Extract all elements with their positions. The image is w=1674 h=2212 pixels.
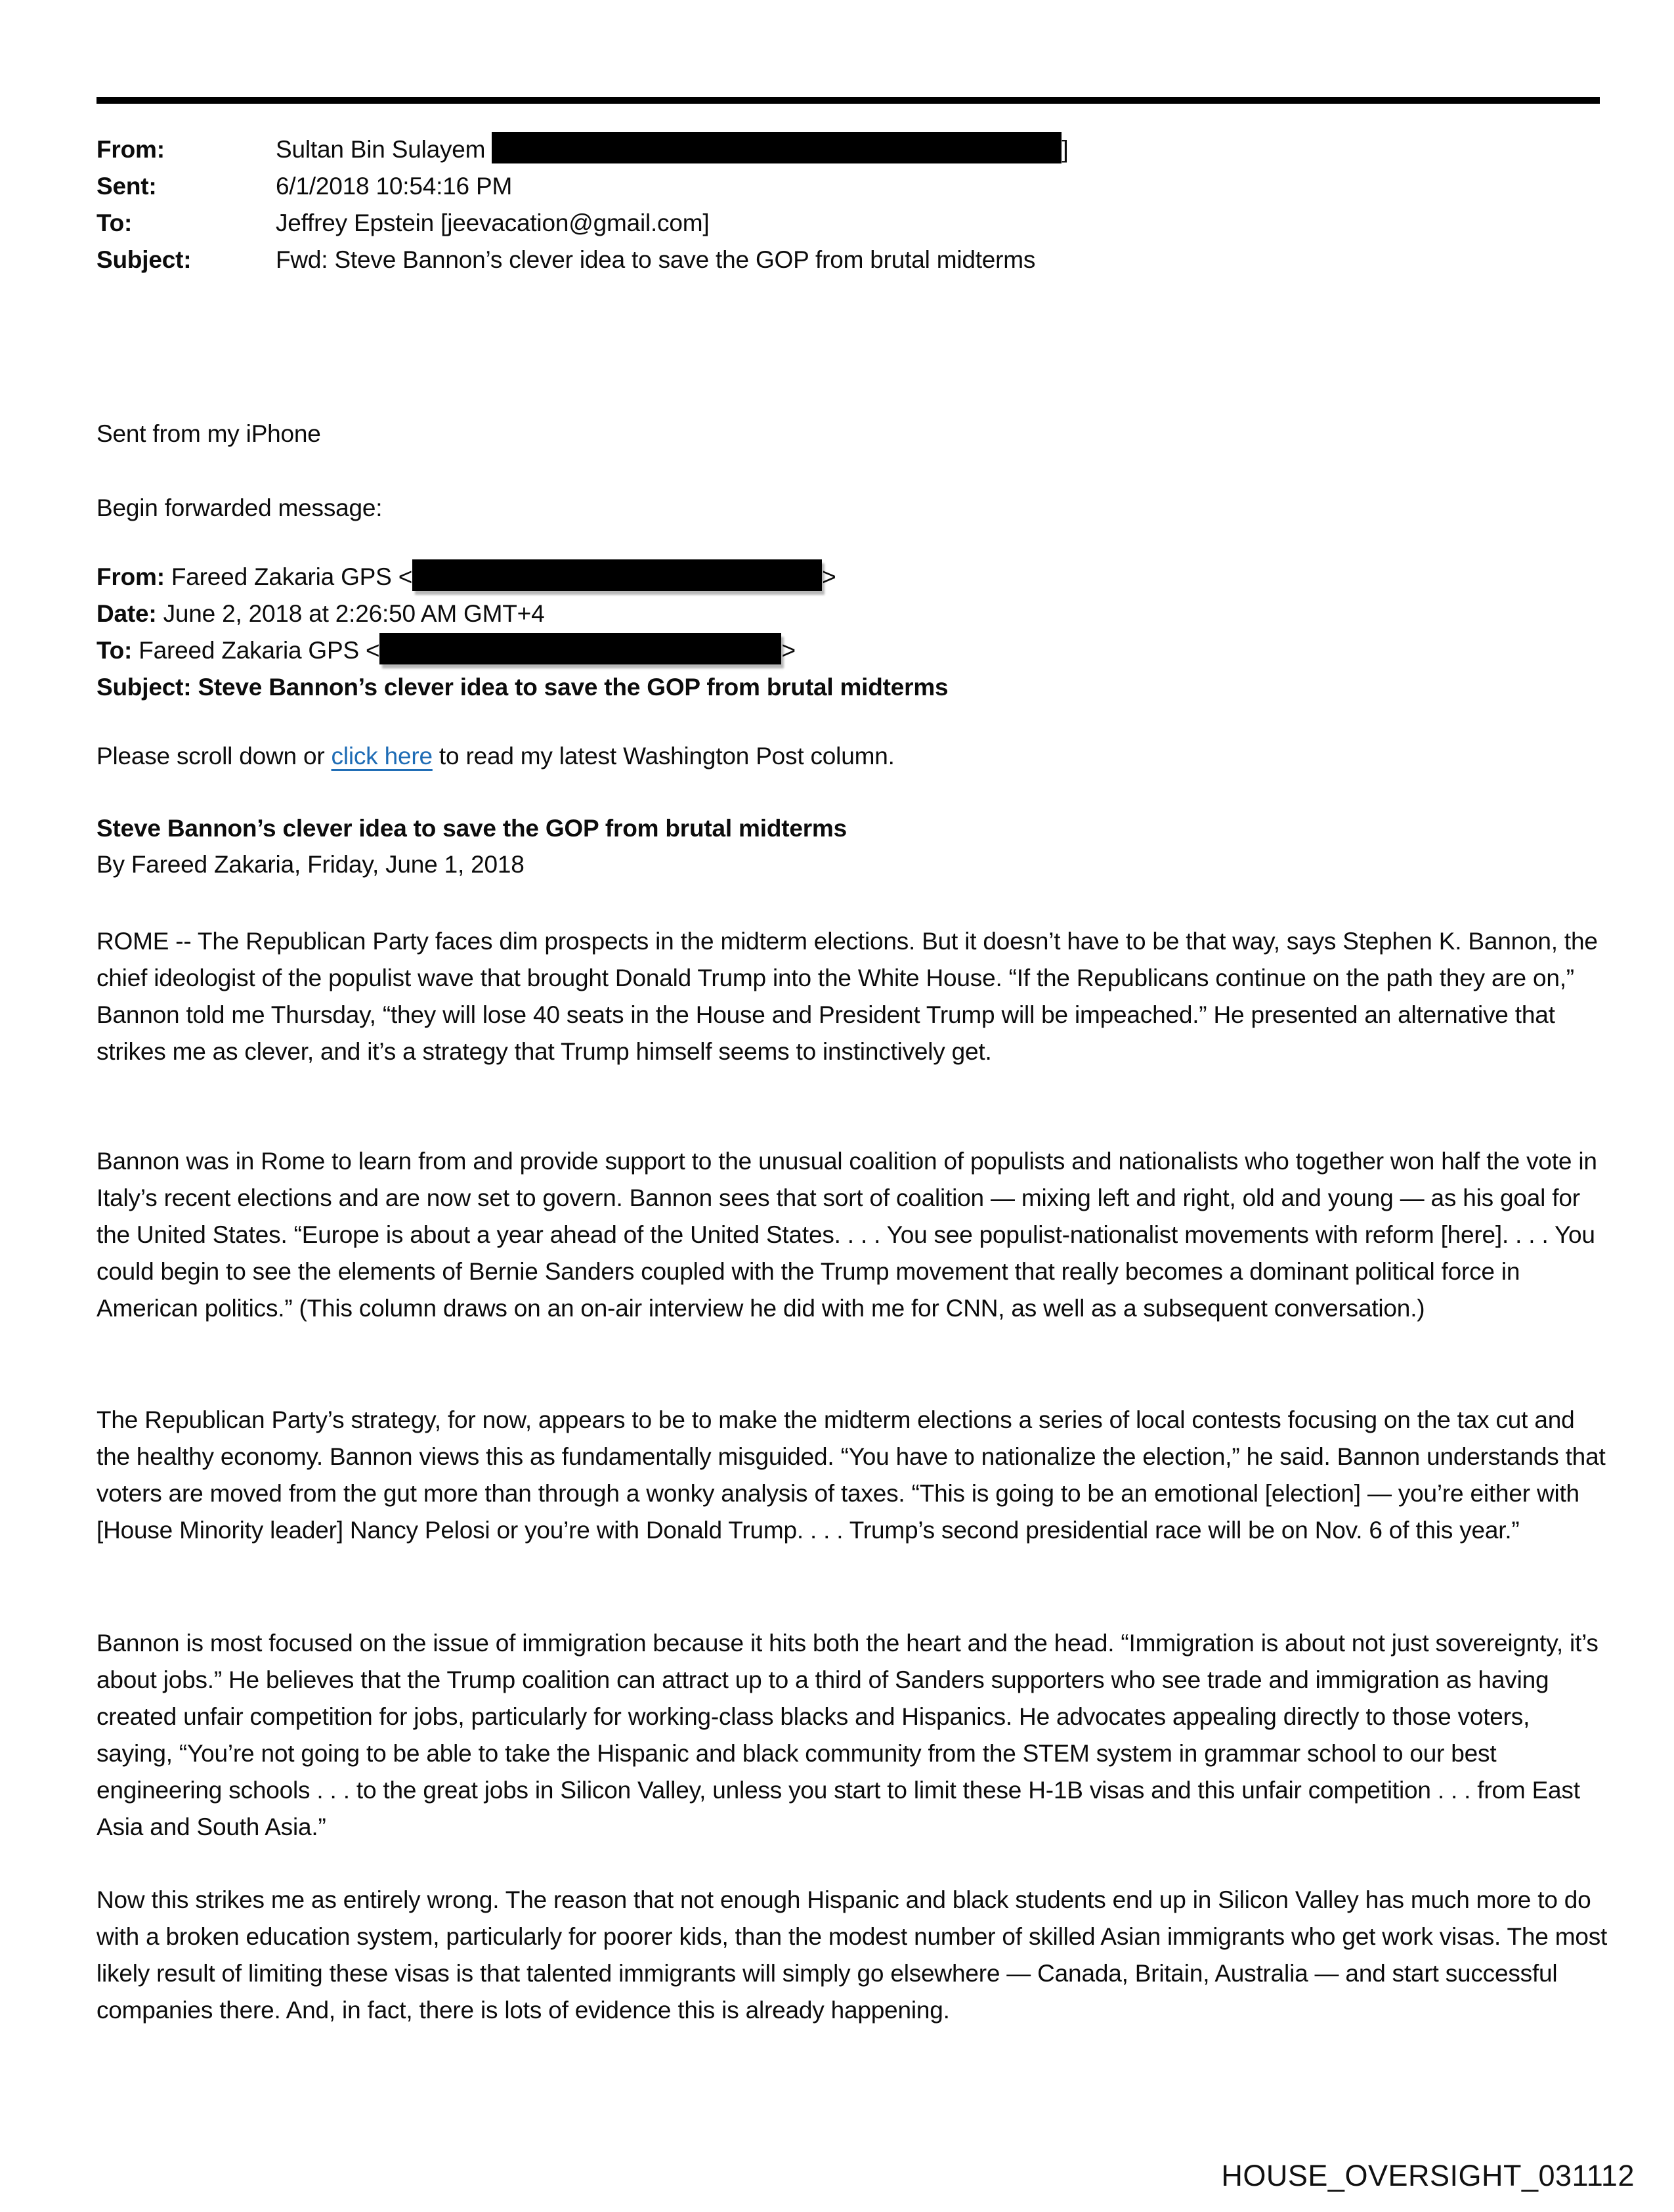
forwarded-to-row: To: Fareed Zakaria GPS < > xyxy=(97,632,1608,669)
email-header-row-subject xyxy=(97,242,1608,278)
to-value: Jeffrey Epstein [jeevacation@gmail.com] xyxy=(276,209,710,236)
forwarded-to-label: To: xyxy=(97,637,133,664)
forwarded-subject-row: Subject: Steve Bannon’s clever idea to save the GOP from brutal midterms xyxy=(97,674,949,701)
article-headline: Steve Bannon’s clever idea to save the GOP from brutal midterms xyxy=(97,815,847,842)
article-paragraph-3: The Republican Party’s strategy, for now, appears to be to make the midterm elections a series of local contests focusing on the tax cut and the healthy economy. Bannon views this as fundamentally misguided. “You have to nationalize the election,” he said. Bannon understands that voters are moved from the gut more than through a wonky analysis of taxes. “This is going to be an emotional [election] — you’re either with [House Minority leader] Nancy Pelosi or you’re with Donald Trump. . . . Trump’s second presidential race will be on Nov. 6 of this year.” xyxy=(97,1406,1606,1544)
article-byline: By Fareed Zakaria, Friday, June 1, 2018 xyxy=(97,851,525,878)
forwarded-subject-label: Subject: xyxy=(97,674,192,701)
forwarded-intro: Begin forwarded message: xyxy=(97,494,383,521)
scroll-instruction-line: Please scroll down or click here to read my latest Washington Post column. xyxy=(97,743,895,770)
article-paragraph-4: Bannon is most focused on the issue of immigration because it hits both the heart and the head. “Immigration is about not just sovereignty, it’s about jobs.” He believes that the Trump coalition can attract up to a third of Sanders supporters who see trade and immigration as having created unfair competition for jobs, particularly for working-class blacks and Hispanics. He advocates appealing directly to those voters, saying, “You’re not going to be able to take the Hispanic and black community from the STEM system in grammar school to our best engineering schools . . . to the great jobs in Silicon Valley, unless you start to limit these H-1B visas and this unfair competition . . . from East Asia and South Asia.” xyxy=(97,1630,1599,1840)
sent-value: 6/1/2018 10:54:16 PM xyxy=(276,173,513,200)
email-header-row-sent xyxy=(97,168,1608,205)
sent-label: Sent: xyxy=(97,173,157,200)
redaction-bar xyxy=(492,132,1062,163)
redaction-bar xyxy=(412,559,822,591)
email-header xyxy=(97,131,1608,278)
from-value: Sultan Bin Sulayem ] xyxy=(276,131,1608,168)
header-divider-rule xyxy=(97,97,1600,104)
click-here-link[interactable]: click here xyxy=(331,743,433,770)
forwarded-date-row: Date: June 2, 2018 at 2:26:50 AM GMT+4 xyxy=(97,600,545,627)
article-paragraph-2: Bannon was in Rome to learn from and provide support to the unusual coalition of populists and nationalists who together won half the vote in Italy’s recent elections and are now set to govern. Bannon sees that sort of coalition — mixing left and right, old and young — as his goal for the United States. “Europe is about a year ahead of the United States. . . . You see populist-nationalist movements with reform [here]. . . . You could begin to see the elements of Bernie Sanders coupled with the Trump movement that really becomes a dominant political force in American politics.” (This column draws on an on-air interview he did with me for CNN, as well as a subsequent conversation.) xyxy=(97,1148,1597,1322)
bates-number: HOUSE_OVERSIGHT_031112 xyxy=(1221,2159,1635,2192)
to-label: To: xyxy=(97,209,133,236)
redaction-bar xyxy=(379,633,781,664)
subject-value: Fwd: Steve Bannon’s clever idea to save the GOP from brutal midterms xyxy=(276,246,1036,273)
subject-label: Subject: xyxy=(97,246,192,273)
from-label: From: xyxy=(97,136,165,163)
email-header-row-from xyxy=(97,131,1608,168)
forwarded-date-label: Date: xyxy=(97,600,157,627)
forwarded-from-label: From: xyxy=(97,563,165,590)
email-header-row-to xyxy=(97,205,1608,242)
article-paragraph-5: Now this strikes me as entirely wrong. The reason that not enough Hispanic and black students end up in Silicon Valley has much more to do with a broken education system, particularly for poorer kids, than the modest number of skilled Asian immigrants who get work visas. The most likely result of limiting these visas is that talented immigrants will simply go elsewhere — Canada, Britain, Australia — and start successful companies there. And, in fact, there is lots of evidence this is already happening. xyxy=(97,1886,1608,2024)
signature-line: Sent from my iPhone xyxy=(97,420,321,447)
article-paragraph-1: ROME -- The Republican Party faces dim prospects in the midterm elections. But it doesn’t have to be that way, says Stephen K. Bannon, the chief ideologist of the populist wave that brought Donald Trump into the White House. “If the Republicans continue on the path they are on,” Bannon told me Thursday, “they will lose 40 seats in the House and President Trump will be impeached.” He presented an alternative that strikes me as clever, and it’s a strategy that Trump himself seems to instinctively get. xyxy=(97,928,1598,1065)
forwarded-from-row: From: Fareed Zakaria GPS < > xyxy=(97,559,1608,596)
forwarded-header xyxy=(97,559,1608,706)
